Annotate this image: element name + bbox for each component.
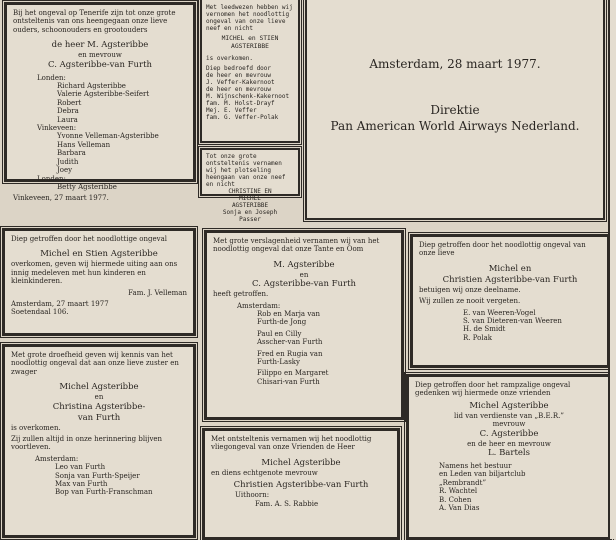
notice-velleman: [2, 228, 196, 336]
deceased-name: C. Agsteribbe: [479, 428, 539, 439]
notice-intro: Bij het ongeval op Tenerife zijn tot onze grote ontsteltenis van ons heengegaan onze lieve ouders, schoonouders en grootouders: [13, 9, 176, 34]
deceased-name: Christien Agsteribbe-van Furth: [233, 480, 369, 491]
signatory-title: Direktie: [430, 103, 480, 117]
notice-passer: [200, 148, 300, 223]
family-list: Yvonne Velleman-Agsteribbe Hans Velleman Barbara Judith Joey: [57, 132, 159, 175]
deceased-name: Michel Agsteribbe: [469, 400, 549, 411]
signatories: Fam. J. Velleman: [128, 288, 187, 297]
notice-leo-van-furth: [2, 344, 196, 538]
signatories: R. Wachtel B. Cohen A. Van Dias: [439, 487, 480, 513]
place-label: Londen:: [37, 174, 66, 183]
conjunction: en mevrouw: [78, 51, 122, 60]
company-name: Pan American World Airways Nederland.: [330, 119, 580, 133]
notice-intro: Met grote droefheid geven wij kennis van het noodlottig ongeval dat aan onze lieve zuster en zwager: [11, 351, 179, 376]
notice-van-furth: [204, 230, 404, 420]
notice-verb: betuigen wij onze deelname.: [419, 285, 521, 294]
deceased-names: CHRISTINE EN MICHEL AGSTERIBBE: [228, 188, 272, 209]
notice-subline: en de heer en mevrouw: [467, 439, 551, 448]
signatories: Fam. A. S. Rabbie: [255, 499, 319, 508]
deceased-name: Christina Agsteribbe- van Furth: [52, 401, 146, 423]
deceased-names: Michel en Stien Agsteribbe: [40, 249, 158, 260]
deceased-name: Michel en: [488, 263, 532, 274]
notice-rabbie: [202, 428, 400, 540]
family-entry: Filippo en Margaret Chisari-van Furth: [257, 369, 329, 386]
deceased-name: M. Agsteribbe: [273, 259, 335, 270]
signatories: Diep bedroefd door de heer en mevrouw J. Veffer-Kakernoot de heer en mevrouw M. Wijnschenk-Kakernoot fam. M. Holst-Drayf Mej. E. Veffer fam. G. Veffer-Polak: [206, 64, 290, 121]
deceased-name: de heer M. Agsteribbe: [51, 40, 149, 51]
notice-date: Vinkeveen, 27 maart 1977.: [13, 194, 109, 203]
deceased-names: MICHEL en STIEN AGSTERIBBE: [221, 35, 279, 51]
deceased-name: Michel Agsteribbe: [59, 382, 139, 393]
notice-intro: Diep getroffen door het noodlottig ongeval van onze lieve: [419, 241, 586, 258]
notice-intro: Met grote verslagenheid vernamen wij van het noodlottig ongeval dat onze Tante en Oom: [213, 237, 380, 254]
signatories: Namens het bestuur en Leden van biljartclub „Rembrandt”: [439, 462, 526, 487]
signatories: Sonja en Joseph Passer: [222, 209, 278, 223]
notice-body: Zij zullen altijd in onze herinnering blijven voortleven.: [11, 435, 163, 452]
notice-biljartclub-rembrandt: [406, 374, 612, 540]
notice-date: Amsterdam, 28 maart 1977.: [369, 57, 541, 71]
place-label: Vinkeveen:: [37, 124, 77, 133]
place-label: Amsterdam:: [35, 454, 79, 463]
notice-intro: Diep getroffen door het rampzalige ongeval gedenken wij hiermede onze vrienden: [415, 381, 571, 398]
notice-pan-am: [305, 0, 605, 220]
notice-date: Amsterdam, 27 maart 1977 Soetendaal 106.: [11, 300, 109, 317]
notice-verb: is overkomen.: [206, 54, 253, 62]
notice-verb: is overkomen.: [11, 423, 61, 432]
deceased-name: C. Agsteribbe-van Furth: [48, 59, 152, 70]
family-entry: Paul en Cilly Asscher-van Furth: [257, 329, 323, 347]
deceased-name: L. Bartels: [488, 448, 530, 459]
notice-subline: lid van verdienste van „B.E.R.”: [454, 411, 564, 420]
family-entry: Rob en Marja van Furth-de Jong: [257, 310, 320, 327]
conjunction: en diens echtgenote mevrouw: [211, 468, 318, 477]
adjacent-column-edge: [608, 0, 616, 539]
signatories: E. van Weeren-Vogel S. van Dieteren-van Weeren H. de Smidt R. Polak: [463, 308, 562, 342]
notice-body: Wij zullen ze nooit vergeten.: [419, 297, 521, 306]
notice-veffer-kakernoot: [200, 0, 300, 143]
notice-agsteribbe-family: [4, 2, 196, 203]
place-label: Londen:: [37, 73, 66, 82]
deceased-name: Christien Agsteribbe-van Furth: [442, 274, 578, 285]
notice-intro: Tot onze grote ontsteltenis vernamen wij het plotseling heengaan van onze neef en nicht: [206, 153, 286, 188]
family-list: Richard Agsteribbe Valerie Agsteribbe-Seifert Robert Debra Laura: [57, 82, 150, 124]
conjunction: en: [299, 270, 309, 279]
place-label: Uithoorn:: [235, 491, 270, 500]
notice-subline: mevrouw: [492, 420, 526, 429]
conjunction: en: [94, 393, 104, 402]
notice-body: overkomen, geven wij hiermede uiting aan ons innig medeleven met hun kinderen en kleinkinderen.: [11, 260, 178, 286]
notice-intro: Met ontsteltenis vernamen wij het noodlottig vliegongeval van onze Vrienden de Heer: [211, 435, 372, 452]
family-list: Leo van Furth Sonja van Furth-Speijer Max van Furth Bop van Furth-Franschman: [55, 463, 153, 497]
family-list: Betty Agsteribbe: [57, 182, 117, 191]
notice-intro: Met leedwezen hebben wij vernomen het noodlottig ongeval van onze lieve neef en nicht: [206, 4, 293, 32]
notice-verb: heeft getroffen.: [213, 290, 269, 299]
deceased-name: C. Agsteribbe-van Furth: [252, 279, 356, 290]
family-entry: Fred en Rugia van Furth-Lasky: [257, 349, 323, 367]
notice-van-weeren: [410, 234, 610, 368]
deceased-name: Michel Agsteribbe: [261, 457, 341, 468]
place-label: Amsterdam:: [237, 301, 281, 310]
notice-intro: Diep getroffen door het noodlottige ongeval: [11, 235, 168, 243]
